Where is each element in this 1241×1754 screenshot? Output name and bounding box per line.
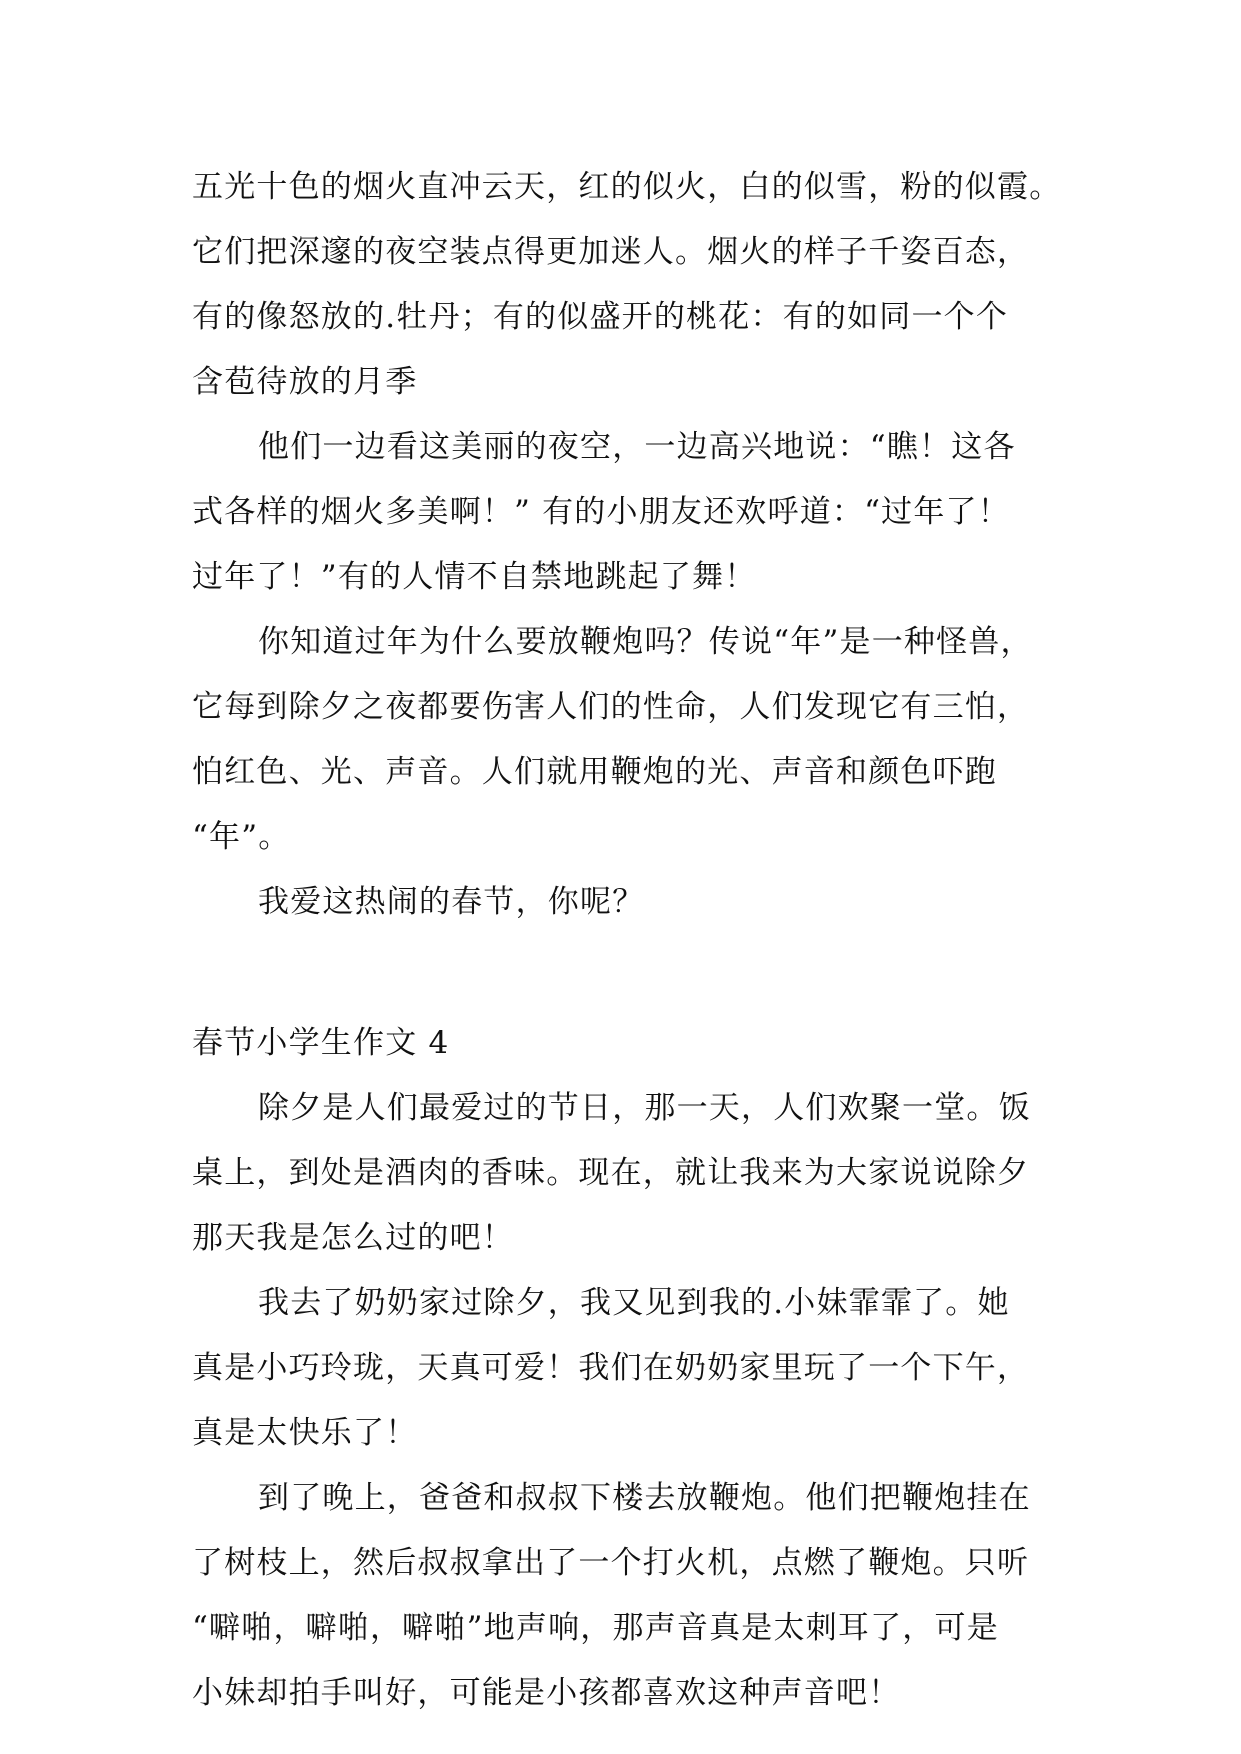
paragraph-nian-legend (192, 610, 1072, 870)
text-line: 到了晚上，爸爸和叔叔下楼去放鞭炮。他们把鞭炮挂在 (258, 1480, 1031, 1516)
text-line: 含苞待放的月季 (192, 364, 418, 400)
text-line: “年”。 (192, 819, 291, 855)
text-line: 真是小巧玲珑，天真可爱！我们在奶奶家里玩了一个下午， (192, 1350, 1030, 1386)
text-line: 除夕是人们最爱过的节日，那一天，人们欢聚一堂。饭 (258, 1090, 1031, 1126)
text-line: 真是太快乐了！ (192, 1415, 418, 1451)
text-line: 怕红色、光、声音。人们就用鞭炮的光、声音和颜色吓跑 (192, 754, 997, 790)
paragraph-new-year-eve (192, 1076, 1072, 1271)
text-line: 五光十色的烟火直冲云天，红的似火，白的似雪，粉的似霞。 (192, 169, 1062, 205)
essay-title: 春节小学生作文 4 (192, 1025, 450, 1061)
text-line: 它们把深邃的夜空装点得更加迷人。烟火的样子千姿百态， (192, 234, 1030, 270)
text-line: 式各样的烟火多美啊！” 有的小朋友还欢呼道：“过年了！ (192, 494, 1010, 530)
paragraph-fireworks (192, 155, 1072, 415)
document-page (192, 155, 1072, 1726)
text-line: 我爱这热闹的春节，你呢？ (258, 884, 645, 920)
text-line: 那天我是怎么过的吧！ (192, 1220, 514, 1256)
text-line: 了树枝上，然后叔叔拿出了一个打火机，点燃了鞭炮。只听 (192, 1545, 1030, 1581)
text-line: 它每到除夕之夜都要伤害人们的性命，人们发现它有三怕， (192, 689, 1030, 725)
text-line: 小妹却拍手叫好，可能是小孩都喜欢这种声音吧！ (192, 1675, 901, 1711)
section-gap (192, 935, 1072, 1011)
paragraph-firecrackers (192, 1466, 1072, 1726)
text-line: 桌上，到处是酒肉的香味。现在，就让我来为大家说说除夕 (192, 1155, 1030, 1191)
paragraph-watching-sky (192, 415, 1072, 610)
text-line: 他们一边看这美丽的夜空，一边高兴地说：“瞧！这各 (258, 429, 1016, 465)
text-line: 有的像怒放的.牡丹；有的似盛开的桃花：有的如同一个个 (192, 299, 1009, 335)
paragraph-closing (192, 870, 1072, 935)
text-line: 我去了奶奶家过除夕，我又见到我的.小妹霏霏了。她 (258, 1285, 1010, 1321)
text-line: 你知道过年为什么要放鞭炮吗？传说“年”是一种怪兽， (258, 624, 1033, 660)
paragraph-grandma-house (192, 1271, 1072, 1466)
text-line: “噼啪，噼啪，噼啪”地声响，那声音真是太刺耳了，可是 (192, 1610, 999, 1646)
text-line: 过年了！”有的人情不自禁地跳起了舞！ (192, 559, 757, 595)
